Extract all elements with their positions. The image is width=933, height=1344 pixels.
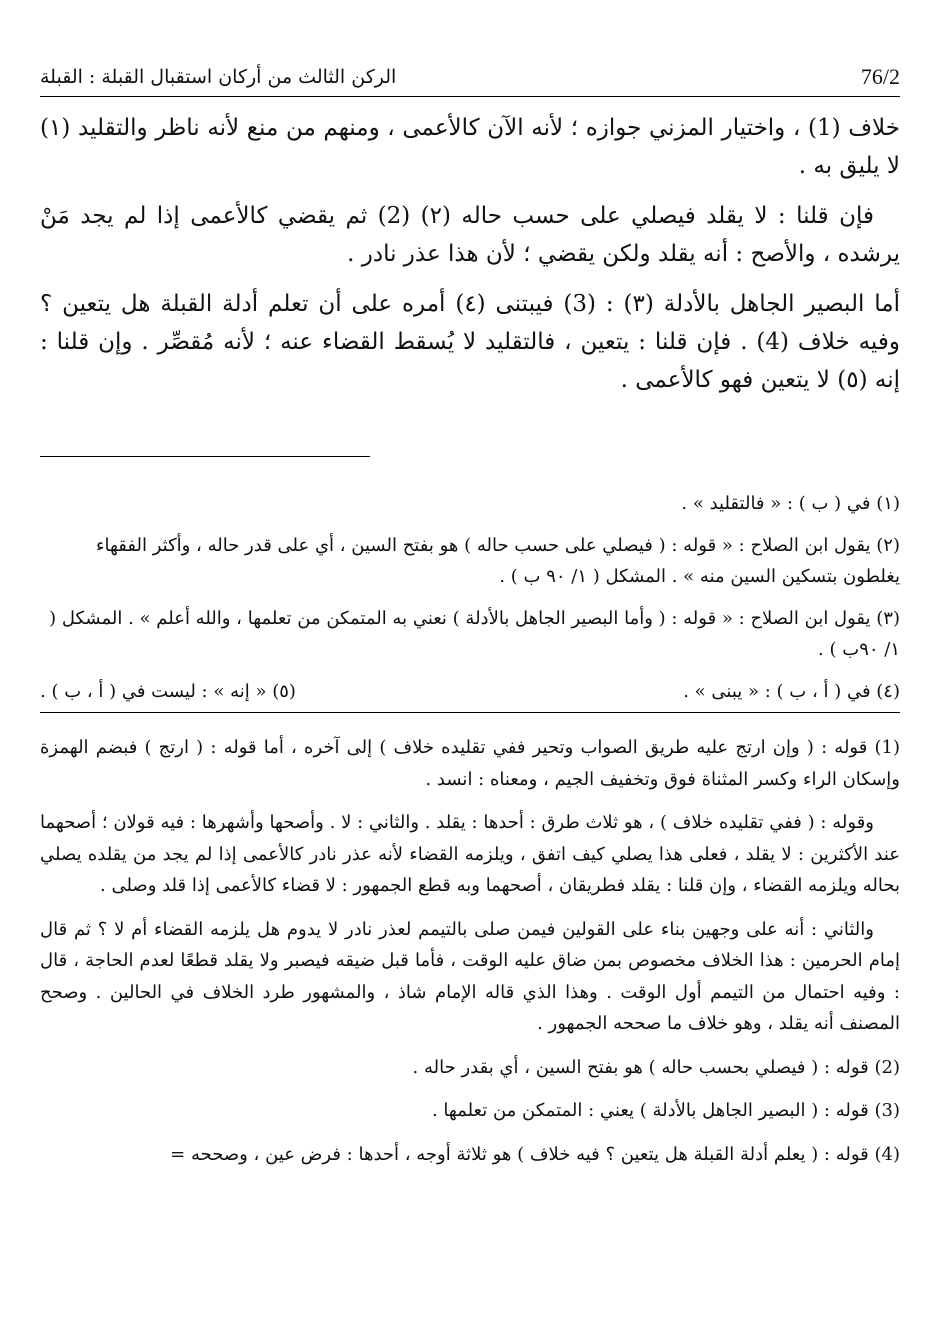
header-title: الركن الثالث من أركان استقبال القبلة : القبلة [40,66,397,88]
footnote-4: (٤) في ( أ ، ب ) : « يبنى » . [683,680,900,702]
footnote-1: (١) في ( ب ) : « فالتقليد » . [681,493,900,514]
commentary-1-c: والثاني : أنه على وجهين بناء على القولين فيمن صلى بالتيمم لعذر نادر لا يدوم هل يلزمه القضاء أم لا ؟ ثم قال إمام الحرمين : هذا الخلاف مخصوص بمن ضاق عليه الوقت ، فأما قبل ضيقه فيصبر ولا يقلد قطعًا لعدم الحاجة ، قال : وفيه احتمال من التيمم أول الوقت . وهذا الذي قاله الإمام شاذ ، والمشهور طرد الخلاف في الحالين . وصحح المصنف أنه يقلد ، وهو خلاف ما صححه الجمهور . [40,918,900,1034]
commentary-3: (3) قوله : ( البصير الجاهل بالأدلة ) يعني : المتمكن من تعلمها . [431,1100,900,1121]
footnote-3: (٣) يقول ابن الصلاح : « قوله : ( وأما البصير الجاهل بالأدلة ) نعني به المتمكن من تعلمها ، والله أعلم » . المشكل ( ١/ ٩٠ب ) . [49,607,900,660]
footnote-separator-short [40,456,370,457]
footnote-separator-full [40,712,900,713]
editor-footnotes [40,488,900,707]
main-paragraph-1: خلاف (1) ، واختيار المزني جوازه ؛ لأنه الآن كالأعمى ، ومنهم من منع لأنه ناظر والتقليد (١) لا يليق به . [40,115,900,179]
commentary-4: (4) قوله : ( يعلم أدلة القبلة هل يتعين ؟ فيه خلاف ) هو ثلاثة أوجه ، أحدها : فرض عين ، وصححه = [170,1143,900,1165]
page-number: 76/2 [860,64,900,89]
commentary-1: (1) قوله : ( وإن ارتج عليه طريق الصواب وتحير ففي تقليده خلاف ) إلى آخره ، أما قوله : ( ارتج ) فبضم الهمزة وإسكان الراء وكسر المثناة فوق وتخفيف الجيم ، ومعناه : انسد . [40,737,900,790]
footnote-5: (٥) « إنه » : ليست في ( أ ، ب ) . [40,680,296,702]
commentary-2: (2) قوله : ( فيصلي بحسب حاله ) هو بفتح السين ، أي بقدر حاله . [412,1056,900,1078]
commentary-1-b: وقوله : ( ففي تقليده خلاف ) ، هو ثلاث طرق : أحدها : يقلد . والثاني : لا . وأصحها وأشهرها : فيه قولان ؛ أصحهما عند الأكثرين : لا يقلد ، فعلى هذا يصلي كيف اتفق ، ويلزمه القضاء لأنه عذر نادر كالأعمى إذا لم يجد من يقلده يصلي بحاله ويلزمه القضاء ، وإن قلنا : يقلد فطريقان ، أصحهما وبه قطع الجمهور : لا قضاء كالأعمى إذا قلد وصلى . [40,812,900,896]
footnote-row-4-5 [40,676,900,708]
main-paragraph-2: فإن قلنا : لا يقلد فيصلي على حسب حاله (٢) (2) ثم يقضي كالأعمى إذا لم يجد مَنْ يرشده ، والأصح : أنه يقلد ولكن يقضي ؛ لأن هذا عذر نادر . [40,202,900,267]
commentary-notes [40,732,900,1182]
running-header [40,62,900,97]
main-text [40,110,900,412]
footnote-2: (٢) يقول ابن الصلاح : « قوله : ( فيصلي على حسب حاله ) هو بفتح السين ، أي على قدر حاله ، وأكثر الفقهاء يغلطون بتسكين السين منه » . المشكل ( ١/ ٩٠ ب ) . [96,534,900,587]
document-page [40,0,900,1344]
main-paragraph-3: أما البصير الجاهل بالأدلة (٣) : (3) فيبتنى (٤) أمره على أن تعلم أدلة القبلة هل يتعين ؟ وفيه خلاف (4) . فإن قلنا : يتعين ، فالتقليد لا يُسقط القضاء عنه ؛ لأنه مُقصِّر . وإن قلنا : إنه (٥) لا يتعين فهو كالأعمى . [40,290,901,393]
